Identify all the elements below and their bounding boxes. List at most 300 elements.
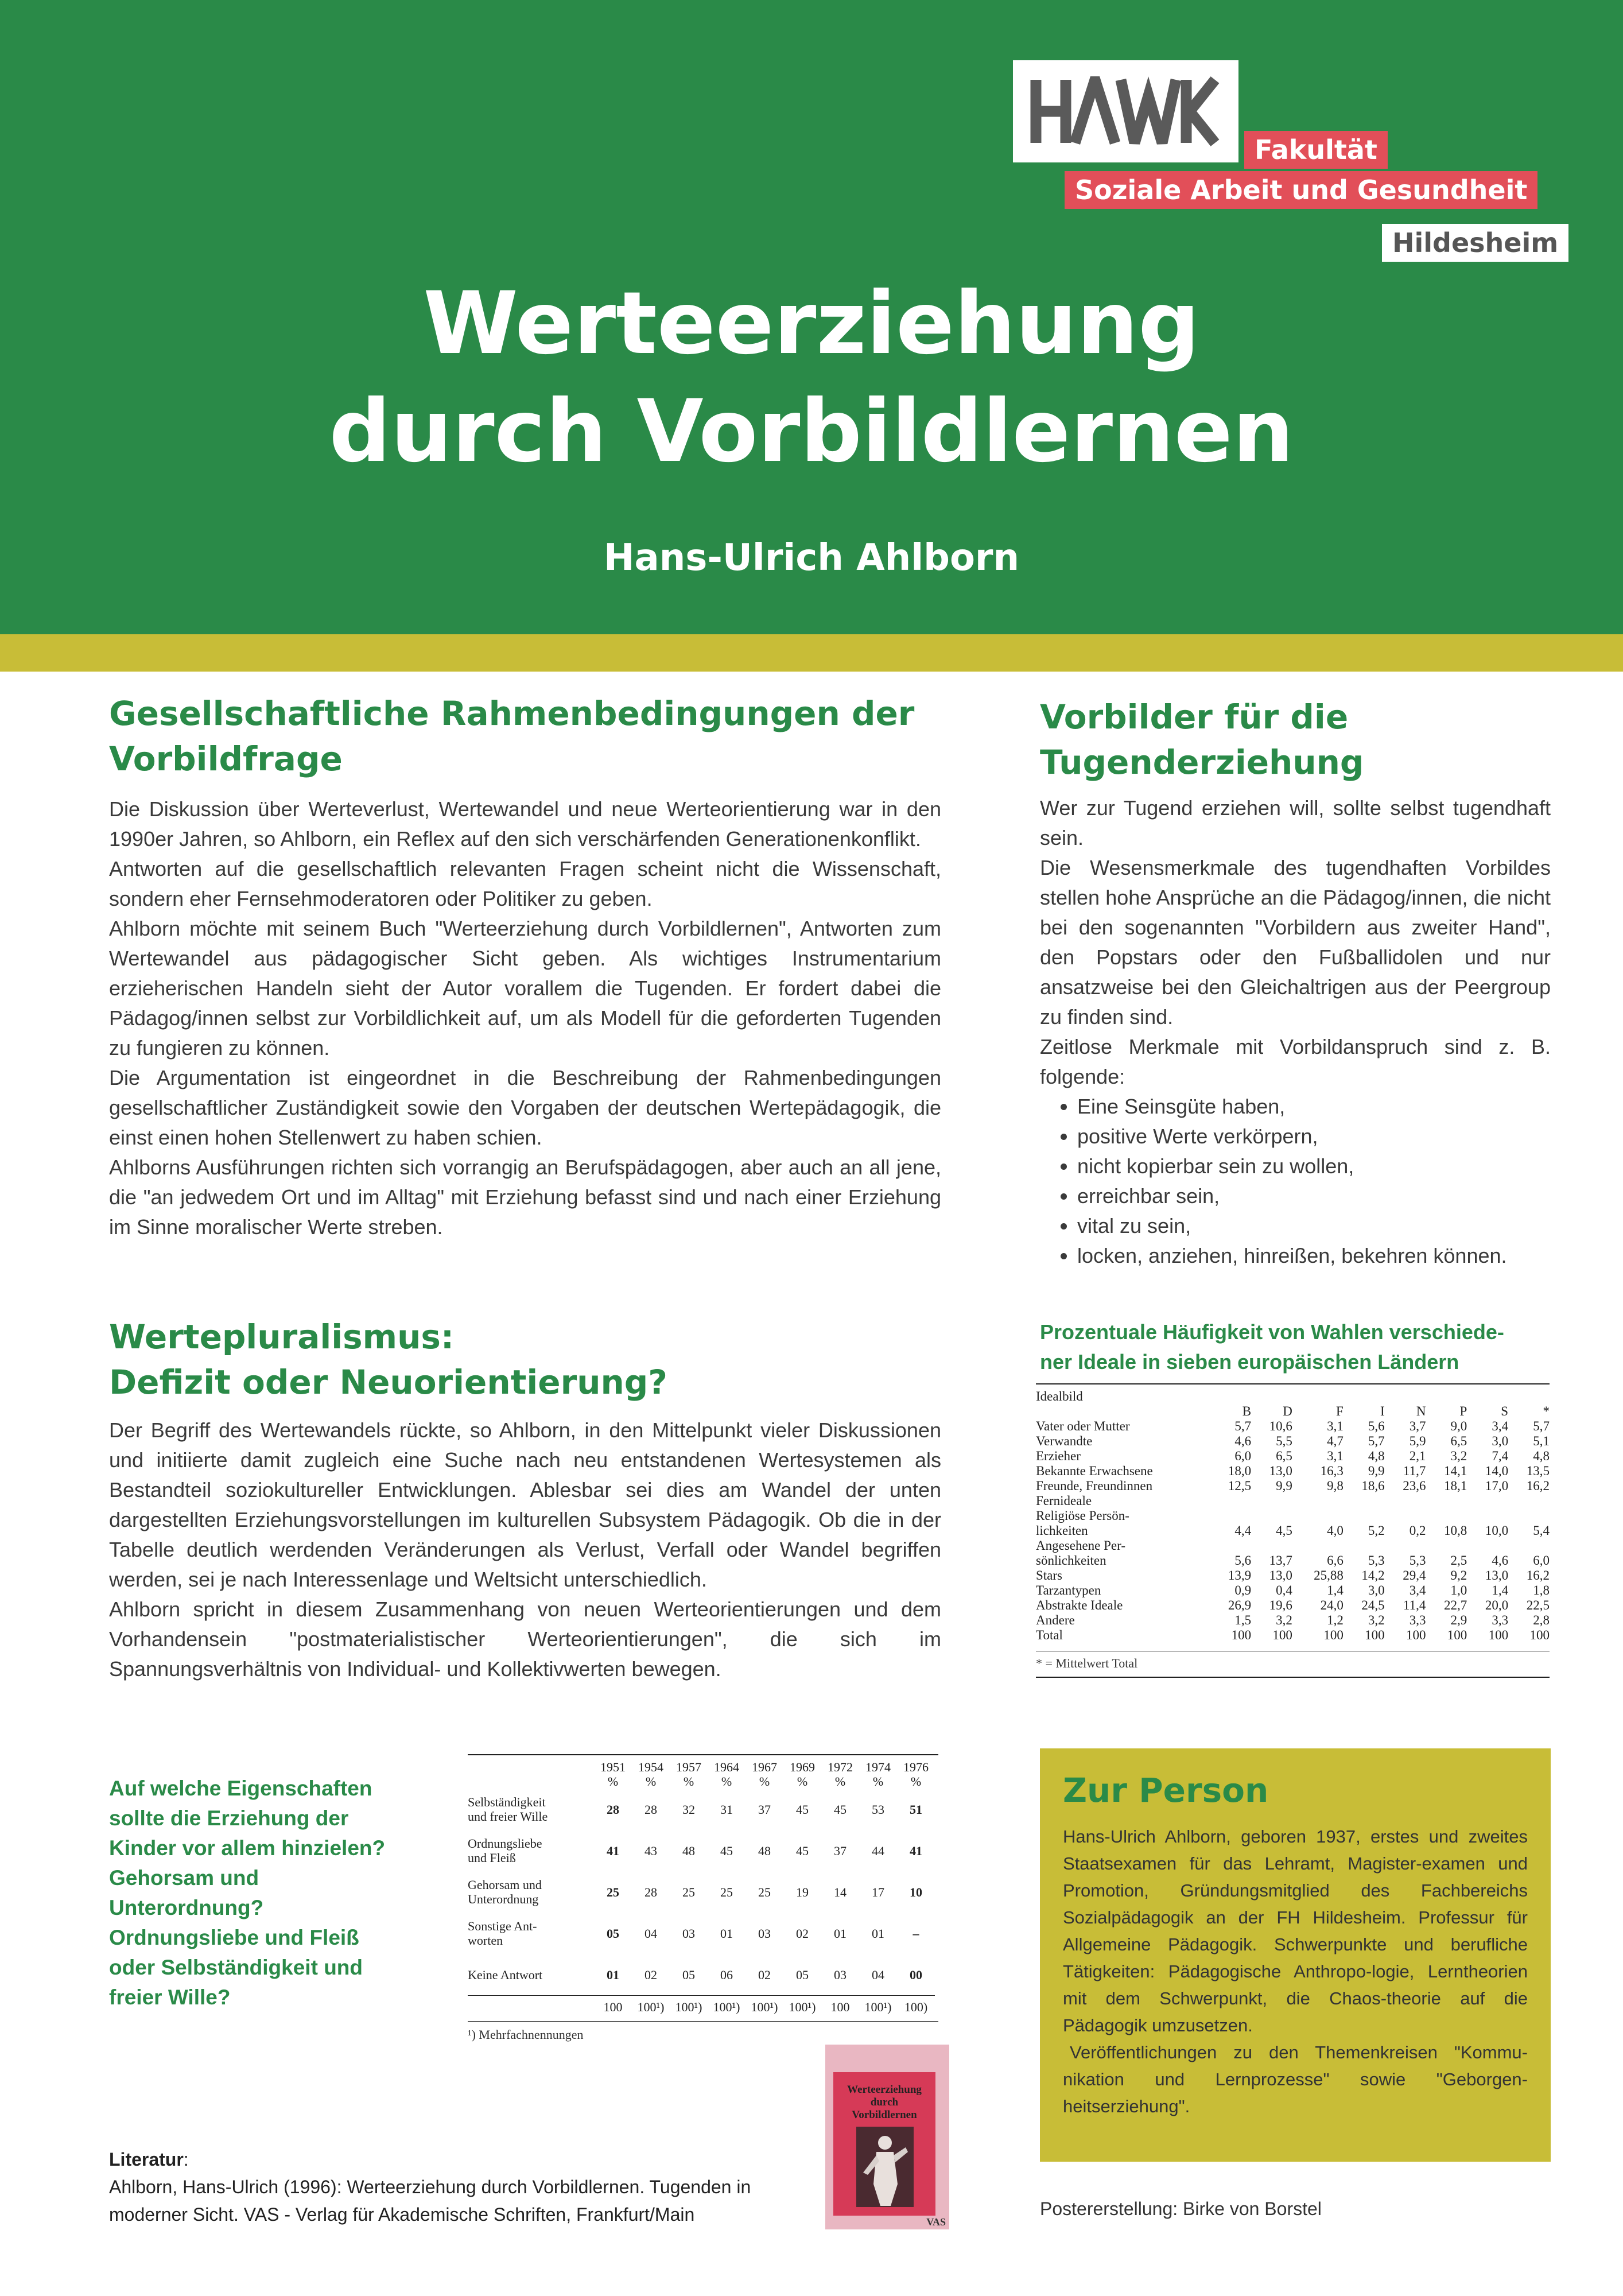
- table-cell: 4,7: [1327, 1434, 1344, 1448]
- table-cell: 5,2: [1368, 1523, 1385, 1538]
- section-rahmenbedingungen: [109, 691, 941, 1242]
- table-cell: 100: [1529, 1628, 1550, 1642]
- table-cell: 28: [644, 1802, 657, 1817]
- table-row: [1036, 1538, 1550, 1553]
- table-cell: 3,4: [1492, 1419, 1509, 1433]
- unit-row: [468, 1774, 935, 1789]
- paragraph: Ahlborn möchte mit seinem Buch "Werteerziehung durch Vorbildlernen", Antworten zum Wertewandel aus pädagogischer Sicht geben. Als wichtiges Instrumentarium erzieherischen Handeln sieht der Autor vorallem die Tugenden. Er fordert dabei die Pädagog/innen selbst zur Vorbildlichkeit auf, um als Modell für die geforderten Tugenden zu fungieren zu können.: [109, 917, 941, 1060]
- unit-header: %: [759, 1774, 770, 1789]
- row-label: [468, 1954, 594, 1996]
- book-cover: [825, 2045, 949, 2229]
- table-cell: 3,0: [1492, 1434, 1509, 1448]
- person-heading: Zur Person: [1063, 1771, 1269, 1810]
- table-cell: 31: [720, 1802, 733, 1817]
- table-cell: 16,3: [1320, 1464, 1344, 1478]
- unit-header: %: [834, 1774, 846, 1789]
- table-cell: 25: [758, 1884, 771, 1899]
- table-cell: [1385, 1494, 1426, 1508]
- row-label: Vater oder Mutter: [1036, 1419, 1130, 1433]
- column-header: I: [1380, 1404, 1385, 1418]
- table-cell: 4,4: [1234, 1523, 1252, 1538]
- question-line: sollte die Erziehung der: [109, 1806, 349, 1830]
- list-item: • nicht kopierbar sein zu wollen,: [1077, 1151, 1551, 1181]
- question-line: Kinder vor allem hinzielen?: [109, 1836, 386, 1860]
- faculty-name-label: Soziale Arbeit und Gesundheit: [1065, 171, 1537, 209]
- column-header: P: [1459, 1404, 1467, 1418]
- table-cell: 18,6: [1361, 1479, 1385, 1493]
- table-cell: 02: [644, 1967, 657, 1982]
- table-cell: 01: [607, 1967, 619, 1982]
- table-cell: 1,2: [1327, 1613, 1344, 1627]
- table-cell: 100: [1231, 1628, 1252, 1642]
- table-cell: 13,7: [1269, 1553, 1292, 1568]
- table-cell: 26,9: [1228, 1598, 1252, 1612]
- table-cell: [1210, 1538, 1251, 1553]
- table-cell: 01: [834, 1926, 847, 1941]
- poster-credit: Postererstellung: Birke von Borstel: [1040, 2198, 1322, 2219]
- table-cell: 53: [872, 1802, 884, 1817]
- row-label: [468, 1913, 594, 1954]
- table-cell: 16,2: [1526, 1479, 1550, 1493]
- row-label: [468, 1789, 594, 1830]
- table-cell: 5,7: [1234, 1419, 1252, 1433]
- book-cover-panel: [833, 2072, 935, 2216]
- statue-icon: [856, 2127, 914, 2207]
- section-body: [1040, 793, 1551, 1271]
- literature-label: Literatur: [109, 2149, 184, 2170]
- unit-header: %: [683, 1774, 694, 1789]
- table-cell: 3,7: [1409, 1419, 1426, 1433]
- table-cell: 13,5: [1526, 1464, 1550, 1478]
- table-cell: 13,0: [1269, 1464, 1292, 1478]
- row-label-line: Selbständigkeit: [468, 1795, 546, 1809]
- table-cell: 100: [1365, 1628, 1385, 1642]
- paragraph: Veröffentlichungen zu den Themenkreisen "Kommu-nikation und Lernprozesse" sowie "Geborgen-heitserziehung".: [1063, 2042, 1528, 2116]
- table-cell: 5,4: [1533, 1523, 1550, 1538]
- row-label: Andere: [1036, 1613, 1075, 1627]
- section-wertepluralismus: [109, 1314, 941, 1684]
- table-cell: 0,2: [1409, 1523, 1426, 1538]
- table-cell: 100: [1272, 1628, 1292, 1642]
- table-cell: 6,0: [1533, 1553, 1550, 1568]
- ideal-table-caption: [1040, 1317, 1556, 1377]
- table-cell: 9,0: [1450, 1419, 1467, 1433]
- table-row: [1036, 1613, 1550, 1628]
- table-cell: [1292, 1508, 1344, 1523]
- table-cell: 01: [872, 1926, 884, 1941]
- table-cell: 28: [607, 1802, 619, 1817]
- table-cell: 3,0: [1368, 1583, 1385, 1597]
- table-cell: 02: [758, 1967, 771, 1982]
- stub-header: Idealbild: [1036, 1389, 1083, 1403]
- table-cell: [1292, 1538, 1344, 1553]
- table-cell: 4,0: [1327, 1523, 1344, 1538]
- table-cell: [1508, 1508, 1550, 1523]
- paragraph: Die Argumentation ist eingeordnet in die Beschreibung der Rahmenbedingungen gesellschaftlicher Zuständigkeit sowie den Vorgaben der deutschen Wertepädagogik, die einst einen hohen Stellenwert zu haben schien.: [109, 1066, 941, 1149]
- section-heading: [109, 1314, 941, 1405]
- table-cell: 5,6: [1234, 1553, 1252, 1568]
- table-cell: 25,88: [1314, 1568, 1344, 1583]
- table-cell: 41: [910, 1843, 922, 1858]
- table-cell: [1210, 1494, 1251, 1508]
- question-line: Auf welche Eigenschaften: [109, 1777, 372, 1800]
- heading-line: Tugenderziehung: [1040, 743, 1364, 782]
- heading-line: Vorbildfrage: [109, 739, 343, 778]
- total-cell: 100¹): [864, 1999, 892, 2014]
- table-cell: [1251, 1538, 1292, 1553]
- row-label: Freunde, Freundinnen: [1036, 1479, 1153, 1493]
- table-cell: [1385, 1538, 1426, 1553]
- row-label: Verwandte: [1036, 1434, 1093, 1448]
- faculty-label: Fakultät: [1244, 131, 1388, 169]
- author-name: Hans-Ulrich Ahlborn: [603, 537, 1020, 579]
- table-cell: 14,2: [1361, 1568, 1385, 1583]
- table-row: [1036, 1523, 1550, 1538]
- table-cell: [1426, 1538, 1467, 1553]
- table-cell: 37: [758, 1802, 771, 1817]
- table-cell: 45: [796, 1843, 809, 1858]
- table-cell: [1344, 1508, 1385, 1523]
- table-cell: 1,4: [1492, 1583, 1509, 1597]
- table-cell: 10: [910, 1884, 922, 1899]
- row-label: Erzieher: [1036, 1449, 1081, 1463]
- table-cell: 0,9: [1234, 1583, 1252, 1597]
- table-cell: 5,5: [1276, 1434, 1292, 1448]
- table-cell: 4,8: [1533, 1449, 1550, 1463]
- table-cell: 3,3: [1409, 1613, 1426, 1627]
- table-cell: 5,7: [1533, 1419, 1550, 1433]
- table-cell: 2,9: [1450, 1613, 1467, 1627]
- unit-header: %: [797, 1774, 808, 1789]
- ideal-table: [1036, 1383, 1550, 1678]
- row-label: Angesehene Per-: [1036, 1538, 1126, 1553]
- table-cell: 1,0: [1450, 1583, 1467, 1597]
- row-label-line: Keine Antwort: [468, 1967, 543, 1982]
- table-cell: 14: [834, 1884, 847, 1899]
- literature-line: Ahlborn, Hans-Ulrich (1996): Werteerziehung durch Vorbildlernen. Tugenden in: [109, 2177, 751, 2197]
- table-cell: 10,6: [1269, 1419, 1292, 1433]
- section-heading: [109, 691, 941, 782]
- table-cell: [1210, 1508, 1251, 1523]
- table-cell: [1508, 1538, 1550, 1553]
- table-cell: [1385, 1508, 1426, 1523]
- table-cell: 9,9: [1368, 1464, 1385, 1478]
- table-cell: 03: [834, 1967, 847, 1982]
- table-cell: 5,3: [1368, 1553, 1385, 1568]
- table-cell: 05: [796, 1967, 809, 1982]
- paragraph: Die Diskussion über Werteverlust, Wertewandel und neue Werteorientierung war in den 1990er Jahren, so Ahlborn, ein Reflex auf den sich verschärfenden Generationenkonflikt.: [109, 797, 941, 851]
- table-cell: 9,9: [1276, 1479, 1292, 1493]
- table-cell: [1426, 1508, 1467, 1523]
- hawk-logo: [1013, 60, 1238, 162]
- book-publisher: VAS: [926, 2216, 946, 2228]
- table-cell: 5,9: [1409, 1434, 1426, 1448]
- eigenschaften-data-table: [468, 1760, 935, 2018]
- table-cell: 44: [872, 1843, 884, 1858]
- row-label: Religiöse Persön-: [1036, 1508, 1129, 1523]
- table-cell: 28: [644, 1884, 657, 1899]
- question-line: Gehorsam und: [109, 1866, 259, 1890]
- table-cell: 24,0: [1320, 1598, 1344, 1612]
- table-cell: 12,5: [1228, 1479, 1252, 1493]
- ideal-footnote: * = Mittelwert Total: [1036, 1651, 1550, 1671]
- year-header: 1954: [638, 1760, 663, 1774]
- literature-line: moderner Sicht. VAS - Verlag für Akademische Schriften, Frankfurt/Main: [109, 2204, 695, 2225]
- total-cell: 100¹): [675, 1999, 702, 2014]
- table-cell: 2,1: [1409, 1449, 1426, 1463]
- question-line: Ordnungsliebe und Fleiß: [109, 1926, 359, 1949]
- total-cell: 100¹): [751, 1999, 778, 2014]
- table-row: [468, 1913, 935, 1954]
- question-line: oder Selbständigkeit und: [109, 1956, 363, 1979]
- table-cell: 1,4: [1327, 1583, 1344, 1597]
- table-column-row: [1036, 1404, 1550, 1419]
- total-cell: 100: [830, 1999, 850, 2014]
- row-label: [468, 1871, 594, 1913]
- table-cell: 3,1: [1327, 1419, 1344, 1433]
- unit-header: %: [910, 1774, 922, 1789]
- table-cell: [1292, 1494, 1344, 1508]
- table-cell: 100: [1447, 1628, 1467, 1642]
- table-cell: 05: [607, 1926, 619, 1941]
- hawk-logo-icon: [1030, 76, 1221, 146]
- eigenschaften-table: [468, 1754, 938, 2042]
- section-body: [109, 794, 941, 1242]
- table-cell: 01: [720, 1926, 733, 1941]
- column-header: F: [1336, 1404, 1344, 1418]
- row-label-line: und Fleiß: [468, 1851, 516, 1865]
- table-cell: [1426, 1494, 1467, 1508]
- eigenschaften-footnote: ¹) Mehrfachnennungen: [468, 2021, 938, 2042]
- row-label-line: Gehorsam und: [468, 1878, 542, 1892]
- year-header: 1951: [600, 1760, 626, 1774]
- table-cell: 9,2: [1450, 1568, 1467, 1583]
- table-row: [1036, 1508, 1550, 1523]
- table-cell: 20,0: [1485, 1598, 1509, 1612]
- row-label: Stars: [1036, 1568, 1062, 1583]
- year-header: 1969: [790, 1760, 815, 1774]
- heading-line: Defizit oder Neuorientierung?: [109, 1363, 667, 1402]
- table-cell: 45: [720, 1843, 733, 1858]
- table-cell: 3,2: [1450, 1449, 1467, 1463]
- table-cell: 48: [758, 1843, 771, 1858]
- table-cell: 11,7: [1403, 1464, 1426, 1478]
- row-label: Fernideale: [1036, 1494, 1092, 1508]
- list-item: • positive Werte verkörpern,: [1077, 1122, 1551, 1151]
- table-cell: 2,5: [1450, 1553, 1467, 1568]
- total-cell: 100: [603, 1999, 623, 2014]
- paragraph: Der Begriff des Wertewandels rückte, so Ahlborn, in den Mittelpunkt vieler Diskussionen und initiierte damit zugleich eine Suche nach neu entstandenen Wertesystemen als Bestandteil soziokultureller Entwicklungen. Ablesbar sei dies am Wandel der unten dargestellten Erziehungsvorstellungen im kulturellen Subsystem Pädagogik. Ob die in der Tabelle deutlich werdenden Veränderungen als Verlust, Verfall oder Wandel begriffen werden, sei je nach Interessenlage und Weltsicht unterschiedlich.: [109, 1418, 941, 1591]
- table-cell: 51: [910, 1802, 922, 1817]
- list-item: • Eine Seinsgüte haben,: [1077, 1092, 1551, 1122]
- list-item: • locken, anziehen, hinreißen, bekehren können.: [1077, 1241, 1551, 1271]
- table-header-row: [1036, 1389, 1550, 1404]
- table-cell: 45: [796, 1802, 809, 1817]
- year-row: [468, 1760, 935, 1774]
- table-row: [1036, 1628, 1550, 1643]
- heading-line: Vorbilder für die: [1040, 697, 1349, 736]
- paragraph: Ahlborns Ausführungen richten sich vorrangig an Berufspädagogen, aber auch an all jene, die "an jedwedem Ort und im Alltag" mit Erziehung befasst sind und nach einer Erziehung im Sinne moralischer Werte streben.: [109, 1155, 941, 1239]
- table-cell: 13,0: [1269, 1568, 1292, 1583]
- total-cell: 100): [904, 1999, 928, 2014]
- list-item: • vital zu sein,: [1077, 1211, 1551, 1241]
- table-cell: 7,4: [1492, 1449, 1509, 1463]
- table-cell: 14,1: [1444, 1464, 1467, 1478]
- year-header: 1964: [714, 1760, 739, 1774]
- table-cell: [1251, 1494, 1292, 1508]
- total-cell: 100¹): [637, 1999, 665, 2014]
- row-label: lichkeiten: [1036, 1523, 1088, 1538]
- table-cell: 25: [682, 1884, 695, 1899]
- table-cell: 100: [1488, 1628, 1509, 1642]
- table-row: [1036, 1479, 1550, 1494]
- table-cell: 5,3: [1409, 1553, 1426, 1568]
- table-cell: 3,3: [1492, 1613, 1509, 1627]
- table-row: [1036, 1419, 1550, 1434]
- table-cell: 25: [607, 1884, 619, 1899]
- table-cell: 03: [682, 1926, 695, 1941]
- table-cell: 0,4: [1276, 1583, 1292, 1597]
- table-cell: [1467, 1538, 1508, 1553]
- table-cell: 17: [872, 1884, 884, 1899]
- person-body: [1063, 1823, 1528, 2120]
- table-row: [468, 1830, 935, 1871]
- row-label: Abstrakte Ideale: [1036, 1598, 1123, 1612]
- table-cell: 16,2: [1526, 1568, 1550, 1583]
- question-block: [109, 1774, 430, 2012]
- row-label-line: worten: [468, 1933, 503, 1948]
- table-cell: 14,0: [1485, 1464, 1509, 1478]
- table-cell: 4,6: [1234, 1434, 1252, 1448]
- total-cell: 100¹): [713, 1999, 740, 2014]
- table-row: [1036, 1449, 1550, 1464]
- table-cell: 4,6: [1492, 1553, 1509, 1568]
- table-cell: 10,8: [1444, 1523, 1467, 1538]
- table-cell: 25: [720, 1884, 733, 1899]
- title-line-2: durch Vorbildlernen: [329, 382, 1294, 482]
- table-cell: 6,5: [1276, 1449, 1292, 1463]
- table-row: [1036, 1434, 1550, 1449]
- table-cell: –: [913, 1926, 919, 1941]
- table-cell: 100: [1405, 1628, 1426, 1642]
- column-header: *: [1543, 1404, 1550, 1418]
- row-label: sönlichkeiten: [1036, 1553, 1106, 1568]
- book-cover-title: [833, 2084, 935, 2122]
- unit-header: %: [721, 1774, 732, 1789]
- table-cell: 37: [834, 1843, 847, 1858]
- row-label: [468, 1830, 594, 1871]
- table-cell: 3,2: [1368, 1613, 1385, 1627]
- book-title-line: Werteerziehung: [847, 2084, 922, 2096]
- table-cell: 10,0: [1485, 1523, 1509, 1538]
- table-cell: 100: [1323, 1628, 1344, 1642]
- row-label: Bekannte Erwachsene: [1036, 1464, 1153, 1478]
- table-cell: 9,8: [1327, 1479, 1344, 1493]
- row-label-line: und freier Wille: [468, 1809, 548, 1824]
- table-row: [468, 1954, 935, 1996]
- question-line: freier Wille?: [109, 1985, 231, 2009]
- unit-header: %: [645, 1774, 657, 1789]
- table-cell: 13,9: [1228, 1568, 1252, 1583]
- caption-line: ner Ideale in sieben europäischen Ländern: [1040, 1350, 1459, 1374]
- section-vorbilder: [1040, 695, 1551, 1271]
- ideal-data-table: [1036, 1389, 1550, 1643]
- table-cell: [1344, 1494, 1385, 1508]
- table-cell: 45: [834, 1802, 847, 1817]
- totals-row: [468, 1996, 935, 2018]
- table-row: [468, 1789, 935, 1830]
- table-cell: 3,1: [1327, 1449, 1344, 1463]
- table-cell: 18,0: [1228, 1464, 1252, 1478]
- table-cell: 32: [682, 1802, 695, 1817]
- row-label: Tarzantypen: [1036, 1583, 1101, 1597]
- book-title-line: Vorbildlernen: [852, 2109, 917, 2121]
- table-row: [1036, 1568, 1550, 1583]
- total-cell: 100¹): [789, 1999, 816, 2014]
- table-row: [1036, 1553, 1550, 1568]
- table-row: [1036, 1598, 1550, 1613]
- table-cell: 3,4: [1409, 1583, 1426, 1597]
- table-cell: [1467, 1508, 1508, 1523]
- location-label: Hildesheim: [1382, 224, 1568, 262]
- row-label-line: Sonstige Ant-: [468, 1919, 537, 1933]
- table-cell: 02: [796, 1926, 809, 1941]
- paragraph: Die Wesensmerkmale des tugendhaften Vorbildes stellen hohe Ansprüche an die Pädagog/innen, die nicht bei den sogenannten "Vorbildern aus zweiter Hand", den Popstars oder den Fußballidolen und nur ansatzweise bei den Gleichaltrigen aus der Peergroup zu finden sind.: [1040, 856, 1551, 1029]
- table-cell: 17,0: [1485, 1479, 1509, 1493]
- paragraph: Antworten auf die gesellschaftlich relevanten Fragen scheint nicht die Wissenschaft, sondern eher Fernsehmoderatoren oder Politiker zu geben.: [109, 857, 941, 910]
- column-header: D: [1283, 1404, 1292, 1418]
- table-cell: 23,6: [1403, 1479, 1426, 1493]
- table-cell: 1,8: [1533, 1583, 1550, 1597]
- row-label-line: Ordnungsliebe: [468, 1836, 542, 1851]
- row-label: Total: [1036, 1628, 1063, 1642]
- table-cell: 22,5: [1526, 1598, 1550, 1612]
- column-header: B: [1242, 1404, 1252, 1418]
- table-row: [1036, 1464, 1550, 1479]
- poster-title: [0, 270, 1623, 486]
- table-cell: 04: [872, 1967, 884, 1982]
- paragraph: Ahlborn spricht in diesem Zusammenhang von neuen Werteorientierungen und dem Vorhandensein "postmaterialistischer Werteorientierungen", die sich im Spannungsverhältnis von Individual- und Kollektivwerten bewegen.: [109, 1597, 941, 1681]
- year-header: 1974: [865, 1760, 891, 1774]
- table-cell: 2,8: [1533, 1613, 1550, 1627]
- question-line: Unterordnung?: [109, 1896, 264, 1919]
- table-cell: [1508, 1494, 1550, 1508]
- literature-block: Literatur: Ahlborn, Hans-Ulrich (1996): Werteerziehung durch Vorbildlernen. Tugenden in moderner Sicht. VAS - Verlag für Akademische Schriften, Frankfurt/Main: [109, 2146, 821, 2228]
- table-cell: 19,6: [1269, 1598, 1292, 1612]
- table-cell: 22,7: [1444, 1598, 1467, 1612]
- table-cell: 00: [910, 1967, 922, 1982]
- table-cell: 06: [720, 1967, 733, 1982]
- unit-header: %: [872, 1774, 884, 1789]
- table-row: [1036, 1494, 1550, 1508]
- table-cell: [1251, 1508, 1292, 1523]
- heading-line: Gesellschaftliche Rahmenbedingungen der: [109, 694, 915, 733]
- row-label-line: Unterordnung: [468, 1892, 539, 1906]
- table-cell: 4,5: [1276, 1523, 1292, 1538]
- table-cell: 41: [607, 1843, 619, 1858]
- section-heading: [1040, 695, 1551, 785]
- table-cell: 48: [682, 1843, 695, 1858]
- table-cell: 43: [644, 1843, 657, 1858]
- year-header: 1967: [752, 1760, 777, 1774]
- table-cell: 05: [682, 1967, 695, 1982]
- person-box: [1040, 1748, 1551, 2162]
- column-header: S: [1501, 1404, 1509, 1418]
- table-cell: 1,5: [1234, 1613, 1252, 1627]
- year-header: 1957: [676, 1760, 701, 1774]
- table-cell: 6,0: [1234, 1449, 1252, 1463]
- year-header: 1972: [828, 1760, 853, 1774]
